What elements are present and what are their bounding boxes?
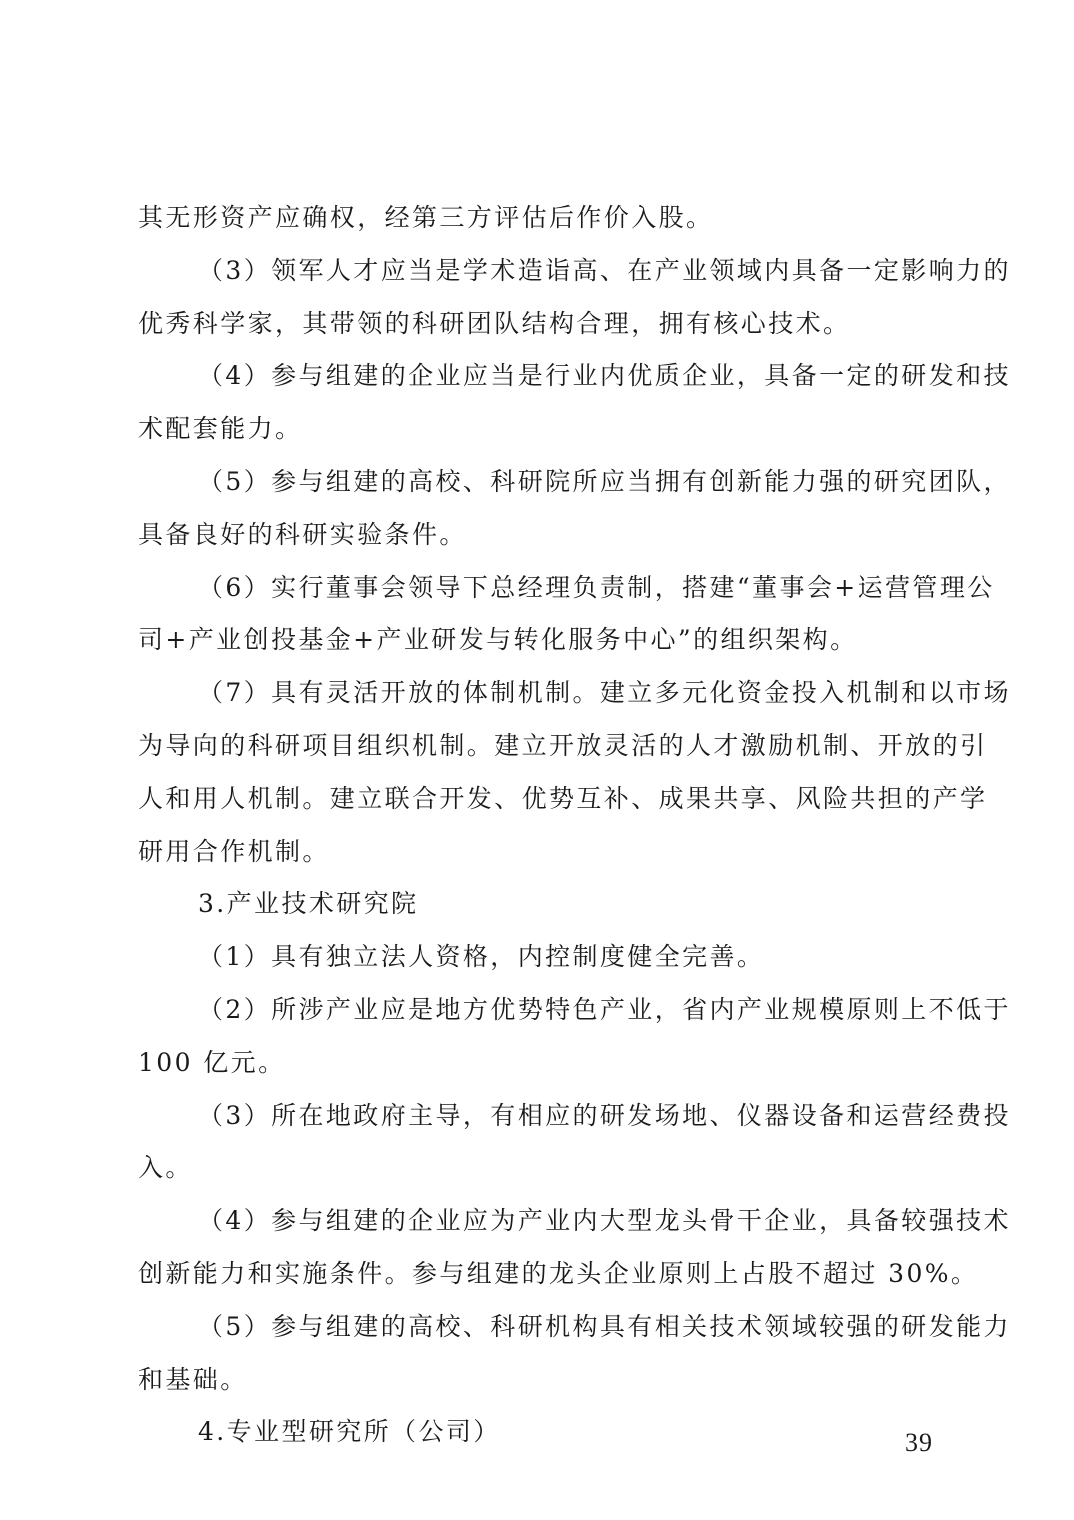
text-line: （4）参与组建的企业应为产业内大型龙头骨干企业，具备较强技术 [198, 1206, 1011, 1236]
text-line: 人和用人机制。建立联合开发、优势互补、成果共享、风险共担的产学 [138, 783, 988, 813]
text-line: 100 亿元。 [138, 1047, 286, 1077]
text-line: （5）参与组建的高校、科研机构具有相关技术领域较强的研发能力 [198, 1311, 1011, 1341]
text-line: 司+产业创投基金+产业研发与转化服务中心”的组织架构。 [138, 625, 858, 655]
text-line: 为导向的科研项目组织机制。建立开放灵活的人才激励机制、开放的引 [138, 730, 988, 760]
text-line: （6）实行董事会领导下总经理负责制，搭建“董事会+运营管理公 [198, 572, 995, 602]
text-line: （7）具有灵活开放的体制机制。建立多元化资金投入机制和以市场 [198, 678, 1011, 708]
page-number: 39 [905, 1428, 933, 1457]
text-line: 入。 [138, 1153, 193, 1183]
text-line: 创新能力和实施条件。参与组建的龙头企业原则上占股不超过 30%。 [138, 1258, 979, 1288]
text-line: （4）参与组建的企业应当是行业内优质企业，具备一定的研发和技 [198, 361, 1011, 391]
section-heading: 4.专业型研究所（公司） [198, 1417, 501, 1447]
text-line: 研用合作机制。 [138, 836, 330, 866]
section-heading: 3.产业技术研究院 [198, 889, 419, 919]
text-line: 和基础。 [138, 1364, 248, 1394]
text-line: 具备良好的科研实验条件。 [138, 519, 467, 549]
body-text [138, 192, 1011, 1459]
text-line: （3）所在地政府主导，有相应的研发场地、仪器设备和运营经费投 [198, 1100, 1011, 1130]
text-line: （2）所涉产业应是地方优势特色产业，省内产业规模原则上不低于 [198, 994, 1011, 1024]
text-line: （3）领军人才应当是学术造诣高、在产业领域内具备一定影响力的 [198, 255, 1011, 285]
text-line: 术配套能力。 [138, 414, 303, 444]
text-line: 优秀科学家，其带领的科研团队结构合理，拥有核心技术。 [138, 308, 851, 338]
text-line: （1）具有独立法人资格，内控制度健全完善。 [198, 942, 765, 972]
text-line: （5）参与组建的高校、科研院所应当拥有创新能力强的研究团队， [198, 466, 1011, 496]
text-line: 其无形资产应确权，经第三方评估后作价入股。 [138, 203, 714, 232]
